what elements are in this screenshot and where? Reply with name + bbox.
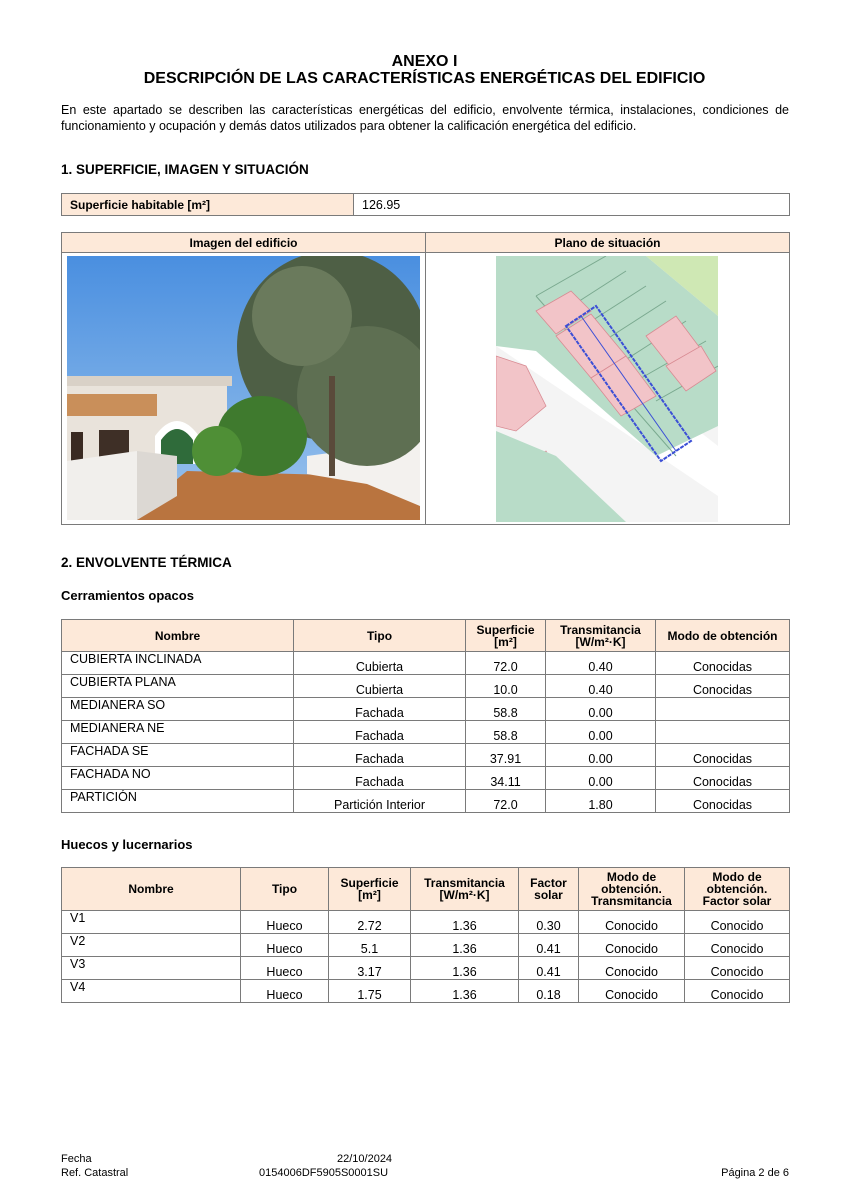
- opaque-transmittance: 0.00: [546, 767, 656, 790]
- opaque-transmittance: 0.00: [546, 744, 656, 767]
- opaque-type: Cubierta: [294, 652, 466, 675]
- openings-col-surface: Superficie [m²]: [329, 868, 411, 911]
- opaque-type: Fachada: [294, 744, 466, 767]
- opening-method-solar: Conocido: [685, 957, 790, 980]
- page-title: DESCRIPCIÓN DE LAS CARACTERÍSTICAS ENERGÉTICAS DEL EDIFICIO: [143, 70, 706, 87]
- opaque-transmittance: 1.80: [546, 790, 656, 813]
- openings-col-method-transmittance: Modo de obtención. Transmitancia: [579, 868, 685, 911]
- openings-col-transmittance: Transmitancia [W/m²·K]: [411, 868, 519, 911]
- openings-col-name: Nombre: [62, 868, 241, 911]
- opening-name: V2: [62, 934, 241, 957]
- opaque-type: Cubierta: [294, 675, 466, 698]
- table-row: [62, 721, 790, 744]
- opaque-transmittance: 0.40: [546, 675, 656, 698]
- opaque-name: PARTICIÓN: [62, 790, 294, 813]
- intro-paragraph: En este apartado se describen las características energéticas del edificio, envolvente térmica, instalaciones, condiciones de funcionamiento y ocupación y demás datos utilizados para obtener la calificación energética del edificio.: [61, 103, 789, 133]
- opening-method-transmittance: Conocido: [579, 911, 685, 934]
- opaque-col-surface: Superficie [m²]: [466, 620, 546, 652]
- opaque-col-name: Nombre: [62, 620, 294, 652]
- table-row: [62, 911, 790, 934]
- opening-method-transmittance: Conocido: [579, 957, 685, 980]
- opaque-type: Fachada: [294, 698, 466, 721]
- table-row: [62, 767, 790, 790]
- section1-heading: 1. SUPERFICIE, IMAGEN Y SITUACIÓN: [61, 162, 309, 177]
- table-row: [62, 934, 790, 957]
- openings-heading: Huecos y lucernarios: [61, 837, 193, 852]
- table-row: [62, 698, 790, 721]
- surface-label: Superficie habitable [m²]: [62, 194, 354, 216]
- opaque-name: FACHADA SE: [62, 744, 294, 767]
- opening-solar-factor: 0.30: [519, 911, 579, 934]
- opaque-method: Conocidas: [656, 652, 790, 675]
- opaque-type: Partición Interior: [294, 790, 466, 813]
- opaque-surface: 10.0: [466, 675, 546, 698]
- opaque-surface: 72.0: [466, 652, 546, 675]
- surface-value: 126.95: [354, 194, 790, 216]
- map-header: Plano de situación: [426, 233, 790, 253]
- opaque-transmittance: 0.00: [546, 721, 656, 744]
- surface-table: [61, 193, 790, 216]
- opaque-transmittance: 0.40: [546, 652, 656, 675]
- opaque-surface: 58.8: [466, 721, 546, 744]
- opaque-method: Conocidas: [656, 790, 790, 813]
- opaque-method: Conocidas: [656, 744, 790, 767]
- opening-transmittance: 1.36: [411, 911, 519, 934]
- table-row: [62, 744, 790, 767]
- opaque-heading: Cerramientos opacos: [61, 588, 194, 603]
- footer-date-label: Fecha: [61, 1153, 92, 1165]
- opening-method-transmittance: Conocido: [579, 934, 685, 957]
- opening-name: V4: [62, 980, 241, 1003]
- opaque-name: MEDIANERA SO: [62, 698, 294, 721]
- opening-method-transmittance: Conocido: [579, 980, 685, 1003]
- opening-transmittance: 1.36: [411, 980, 519, 1003]
- opening-surface: 3.17: [329, 957, 411, 980]
- opaque-type: Fachada: [294, 767, 466, 790]
- openings-col-method-solar: Modo de obtención. Factor solar: [685, 868, 790, 911]
- opaque-col-type: Tipo: [294, 620, 466, 652]
- opening-solar-factor: 0.41: [519, 934, 579, 957]
- opaque-method: Conocidas: [656, 767, 790, 790]
- opening-surface: 1.75: [329, 980, 411, 1003]
- table-row: [62, 957, 790, 980]
- opaque-col-transmittance: Transmitancia [W/m²·K]: [546, 620, 656, 652]
- building-photo-cell: [62, 253, 426, 525]
- table-row: [62, 980, 790, 1003]
- opening-transmittance: 1.36: [411, 934, 519, 957]
- opening-solar-factor: 0.41: [519, 957, 579, 980]
- section2-heading: 2. ENVOLVENTE TÉRMICA: [61, 555, 232, 570]
- opening-solar-factor: 0.18: [519, 980, 579, 1003]
- opening-surface: 2.72: [329, 911, 411, 934]
- table-row: [62, 652, 790, 675]
- opaque-transmittance: 0.00: [546, 698, 656, 721]
- opening-type: Hueco: [241, 980, 329, 1003]
- opening-name: V1: [62, 911, 241, 934]
- table-row: [62, 790, 790, 813]
- footer-page-number: Página 2 de 6: [721, 1167, 789, 1179]
- opening-surface: 5.1: [329, 934, 411, 957]
- openings-table: [61, 867, 790, 1003]
- image-header: Imagen del edificio: [62, 233, 426, 253]
- opening-method-solar: Conocido: [685, 980, 790, 1003]
- table-row: [62, 675, 790, 698]
- openings-col-solar-factor: Factor solar: [519, 868, 579, 911]
- site-map: [496, 256, 718, 522]
- opening-type: Hueco: [241, 911, 329, 934]
- opening-method-solar: Conocido: [685, 911, 790, 934]
- footer-ref-value: 0154006DF5905S0001SU: [259, 1167, 389, 1179]
- opaque-name: CUBIERTA PLANA: [62, 675, 294, 698]
- site-map-cell: [426, 253, 790, 525]
- footer-ref-label: Ref. Catastral: [61, 1167, 129, 1179]
- opening-type: Hueco: [241, 934, 329, 957]
- opaque-surface: 72.0: [466, 790, 546, 813]
- building-photo: [67, 256, 420, 520]
- opaque-method: [656, 721, 790, 744]
- opaque-surface: 58.8: [466, 698, 546, 721]
- opening-transmittance: 1.36: [411, 957, 519, 980]
- opaque-surface: 34.11: [466, 767, 546, 790]
- openings-col-type: Tipo: [241, 868, 329, 911]
- opaque-table: [61, 619, 790, 813]
- opening-type: Hueco: [241, 957, 329, 980]
- opaque-name: MEDIANERA NE: [62, 721, 294, 744]
- opening-name: V3: [62, 957, 241, 980]
- annex-label: ANEXO I: [391, 53, 458, 70]
- opaque-method: Conocidas: [656, 675, 790, 698]
- opaque-name: CUBIERTA INCLINADA: [62, 652, 294, 675]
- opaque-type: Fachada: [294, 721, 466, 744]
- opaque-method: [656, 698, 790, 721]
- opaque-col-method: Modo de obtención: [656, 620, 790, 652]
- footer-date-value: 22/10/2024: [337, 1153, 393, 1165]
- image-map-table: [61, 232, 790, 525]
- opaque-surface: 37.91: [466, 744, 546, 767]
- opening-method-solar: Conocido: [685, 934, 790, 957]
- opaque-name: FACHADA NO: [62, 767, 294, 790]
